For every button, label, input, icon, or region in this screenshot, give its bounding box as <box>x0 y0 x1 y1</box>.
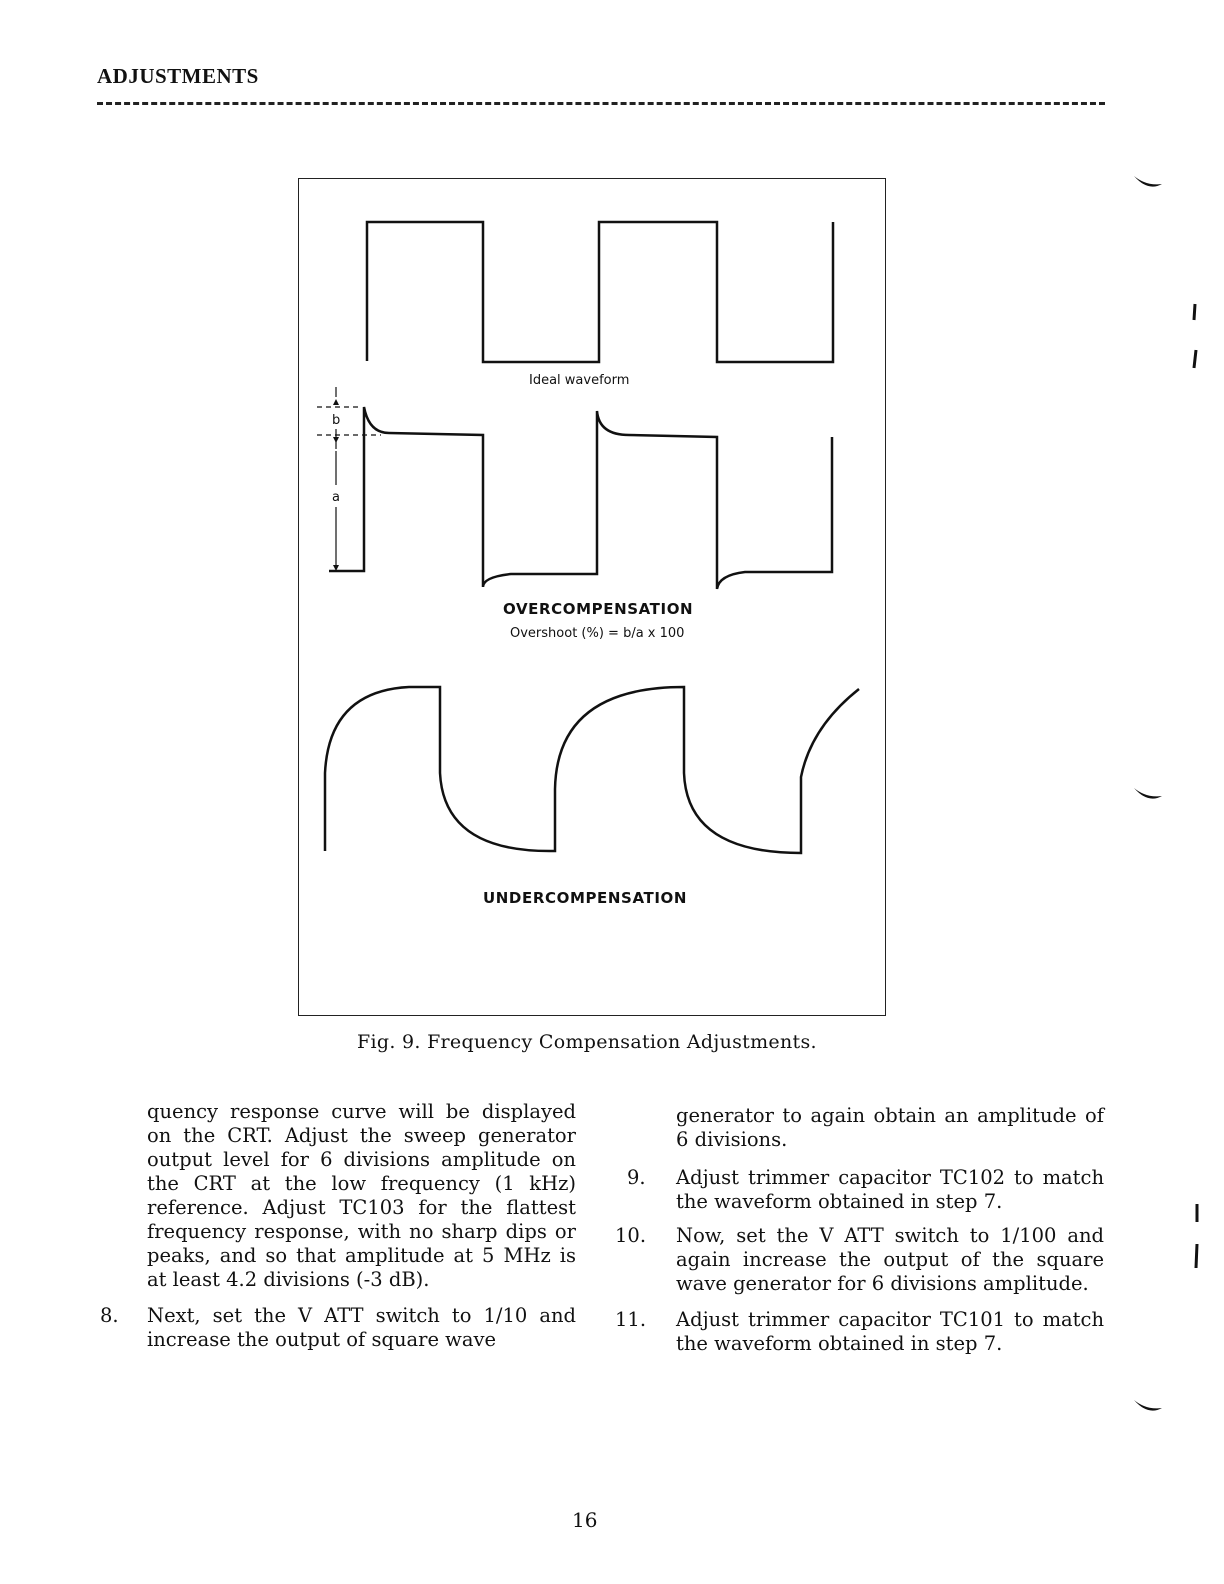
right-continuation-text: generator to again obtain an amplitude of 6 divisions. <box>676 1104 1104 1151</box>
page-number: 16 <box>572 1508 598 1532</box>
step-10-number: 10. <box>615 1224 647 1247</box>
a-label: a <box>332 490 340 505</box>
ideal-waveform-label: Ideal waveform <box>529 373 630 388</box>
left-continuation-paragraph <box>147 1100 576 1292</box>
b-arrowhead <box>333 399 339 405</box>
step-11-number: 11. <box>615 1308 647 1331</box>
step-11-paragraph <box>676 1308 1104 1356</box>
figure-frame <box>298 178 886 1016</box>
b-label: b <box>332 413 341 428</box>
overcompensation-waveform <box>329 407 832 589</box>
left-continuation-text: quency response curve will be displayed on the CRT. Adjust the sweep generator output level for 6 divisions amplitude on the CRT at the low frequency (1 kHz) reference. Adjust TC103 for the flattest frequency response, with no sharp dips or peaks, and so that amplitude at 5 MHz is at least 4.2 divisions (-3 dB). <box>147 1100 576 1291</box>
right-continuation-paragraph <box>676 1104 1104 1152</box>
step-8-number: 8. <box>100 1304 119 1327</box>
step-11-text: Adjust trimmer capacitor TC101 to match the waveform obtained in step 7. <box>676 1308 1104 1355</box>
step-8-paragraph <box>147 1304 576 1352</box>
step-10-paragraph <box>676 1224 1104 1296</box>
binder-mark-bottom <box>1128 1394 1168 1422</box>
overshoot-formula: Overshoot (%) = b/a x 100 <box>510 626 685 641</box>
step-9-number: 9. <box>627 1166 646 1189</box>
step-8-text: Next, set the V ATT switch to 1/10 and increase the output of square wave <box>147 1304 576 1351</box>
undercompensation-title: UNDERCOMPENSATION <box>483 889 688 907</box>
binder-mark-side <box>1188 300 1202 380</box>
step-10-text: Now, set the V ATT switch to 1/100 and again increase the output of the square wave generator for 6 divisions amplitude. <box>676 1224 1104 1295</box>
binder-mark-lower <box>1190 1198 1204 1278</box>
step-9-paragraph <box>676 1166 1104 1214</box>
header-rule <box>97 102 1105 105</box>
figure-caption: Fig. 9. Frequency Compensation Adjustments. <box>357 1031 817 1053</box>
step-9-text: Adjust trimmer capacitor TC102 to match the waveform obtained in step 7. <box>676 1166 1104 1213</box>
page-header: ADJUSTMENTS <box>97 64 259 88</box>
a-arrowhead-top <box>333 437 339 443</box>
undercompensation-waveform <box>325 687 859 853</box>
binder-mark-top <box>1128 170 1168 198</box>
ideal-waveform <box>367 222 833 362</box>
overcompensation-title: OVERCOMPENSATION <box>503 600 694 618</box>
binder-mark-middle <box>1128 782 1168 810</box>
